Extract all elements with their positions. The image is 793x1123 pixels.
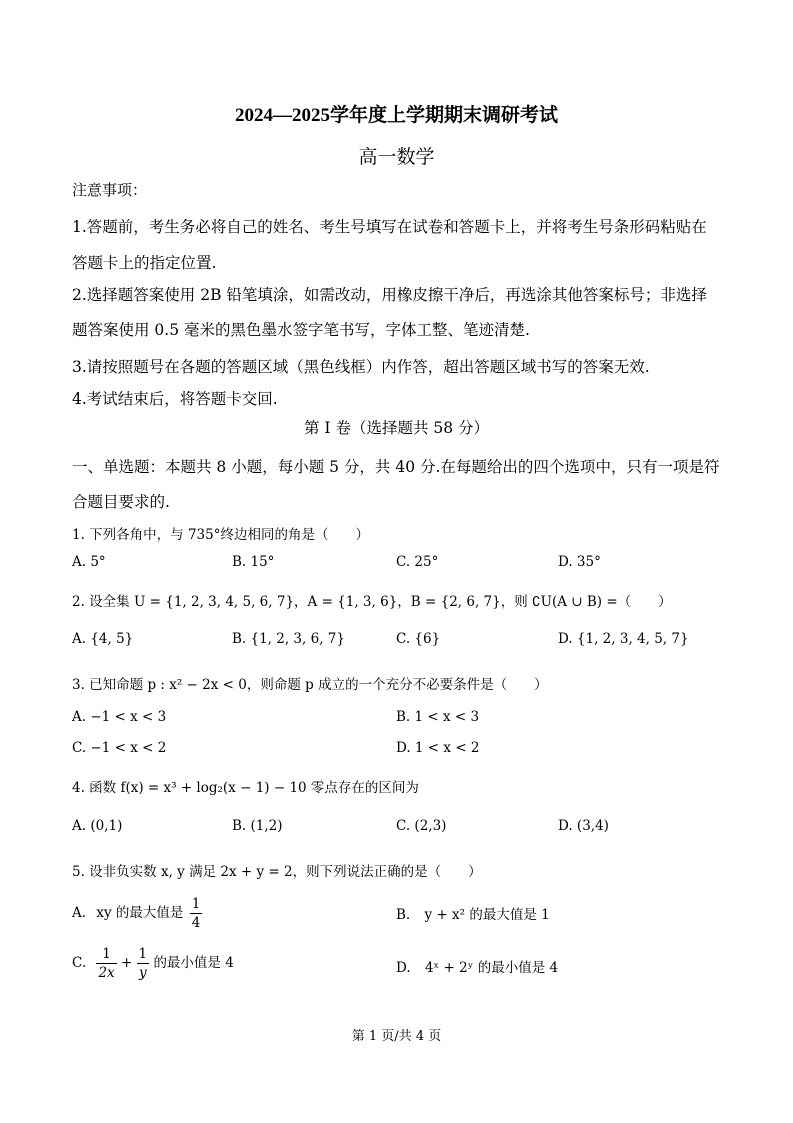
question-1-option-d: D. 35° — [558, 554, 601, 570]
option-text: 的最小值是 4 — [153, 955, 234, 971]
option-label: D. — [396, 960, 411, 976]
option-text: xy 的最大值是 — [96, 905, 184, 921]
exam-title: 2024—2025学年度上学期期末调研考试 — [234, 105, 558, 126]
question-4-option-b: B. (1,2) — [232, 818, 283, 834]
plus-sign: + — [120, 955, 133, 971]
exam-subtitle: 高一数学 — [358, 146, 435, 168]
note-2a: 2.选择题答案使用 2B 铅笔填涂，如需改动，用橡皮擦干净后，再选涂其他答案标号；非选择 — [72, 286, 707, 304]
question-4-option-d: D. (3,4) — [558, 818, 609, 834]
note-3: 3.请按照题号在各题的答题区域（黑色线框）内作答，超出答题区域书写的答案无效. — [72, 358, 650, 376]
question-5-option-b — [396, 903, 550, 923]
note-1a: 1.答题前，考生务必将自己的姓名、考生号填写在试卷和答题卡上，并将考生号条形码粘贴在 — [72, 218, 707, 236]
note-4: 4.考试结束后，将答题卡交回. — [72, 390, 278, 408]
note-1b: 答题卡上的指定位置. — [72, 254, 217, 272]
question-2-stem: 2. 设全集 U = {1, 2, 3, 4, 5, 6, 7}，A = {1, 3, 6}，B = {2, 6, 7}，则 ∁U(A ∪ B) =（ ） — [72, 594, 672, 610]
question-2-option-c: C. {6} — [396, 631, 441, 647]
fraction-denominator: 2x — [98, 965, 115, 981]
option-text: 4ˣ + 2ʸ 的最小值是 4 — [424, 960, 559, 976]
option-label: A. — [72, 905, 87, 921]
question-4-stem: 4. 函数 f(x) = x³ + log₂(x − 1) − 10 零点存在的区间为 — [72, 780, 419, 796]
fraction-numerator: 1 — [191, 896, 201, 912]
question-5-stem: 5. 设非负实数 x, y 满足 2x + y = 2，则下列说法正确的是（ ） — [72, 864, 482, 880]
note-2b: 题答案使用 0.5 毫米的黑色墨水签字笔书写，字体工整、笔迹清楚. — [72, 321, 530, 339]
question-3-stem: 3. 已知命题 p : x² − 2x < 0，则命题 p 成立的一个充分不必要条件是（ ） — [72, 677, 548, 693]
fraction — [137, 945, 150, 982]
page-footer: 第 1 页/共 4 页 — [351, 1029, 442, 1044]
question-3-option-b: B. 1 < x < 3 — [396, 709, 480, 725]
question-4-option-c: C. (2,3) — [396, 818, 447, 834]
fraction-denominator: y — [139, 965, 147, 981]
question-1-option-c: C. 25° — [396, 554, 439, 570]
option-label: B. — [396, 907, 411, 923]
option-label: C. — [72, 955, 87, 971]
question-2-option-d: D. {1, 2, 3, 4, 5, 7} — [558, 631, 689, 647]
fraction-denominator: 4 — [191, 915, 201, 931]
question-1-option-b: B. 15° — [232, 554, 275, 570]
question-2-option-b: B. {1, 2, 3, 6, 7} — [232, 631, 345, 647]
question-1-stem: 1. 下列各角中，与 735°终边相同的角是（ ） — [72, 527, 369, 543]
fraction-numerator: 1 — [96, 945, 116, 964]
question-3-option-a: A. −1 < x < 3 — [72, 709, 167, 725]
section-intro-a: 一、单选题：本题共 8 小题，每小题 5 分，共 40 分.在每题给出的四个选项中，只有一项是符 — [72, 458, 720, 476]
section-intro-b: 合题目要求的. — [72, 493, 170, 511]
question-3-option-c: C. −1 < x < 2 — [72, 740, 167, 756]
question-4-option-a: A. (0,1) — [72, 818, 123, 834]
question-5-option-d — [396, 956, 558, 976]
question-5-option-c — [72, 945, 234, 982]
question-2-option-a: A. {4, 5} — [72, 631, 134, 647]
fraction — [96, 945, 116, 982]
question-1-option-a: A. 5° — [72, 554, 106, 570]
section-title: 第 I 卷（选择题共 58 分） — [303, 419, 490, 437]
fraction-numerator: 1 — [138, 946, 148, 962]
question-3-option-d: D. 1 < x < 2 — [396, 740, 480, 756]
question-5-option-a — [72, 895, 202, 932]
option-text: y + x² 的最大值是 1 — [424, 907, 550, 923]
notes-heading: 注意事项： — [72, 181, 148, 199]
fraction — [190, 895, 203, 932]
